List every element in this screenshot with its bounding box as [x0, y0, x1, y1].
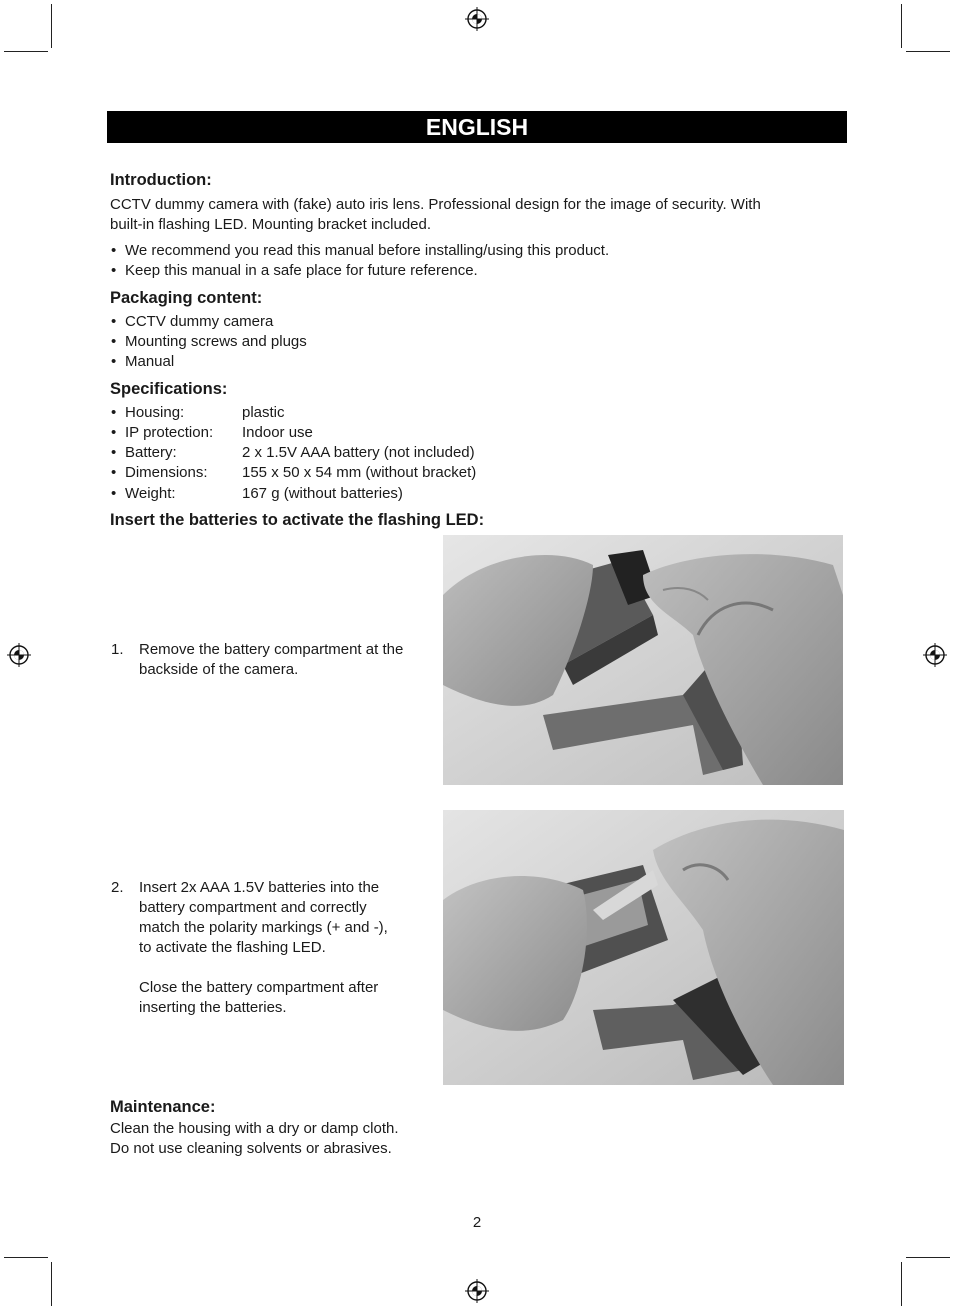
- batteries-heading: Insert the batteries to activate the flashing LED:: [110, 511, 485, 529]
- step-1: 1. Remove the battery compartment at the backside of the camera.: [111, 641, 404, 678]
- page-number: 2: [472, 1214, 482, 1231]
- packaging-heading: Packaging content:: [110, 289, 263, 307]
- crop-mark: [51, 1262, 52, 1306]
- introduction-heading: Introduction:: [110, 171, 212, 189]
- registration-mark-icon: [465, 7, 489, 31]
- maintenance-text-line: Do not use cleaning solvents or abrasives.: [110, 1140, 392, 1157]
- crop-mark: [906, 51, 950, 52]
- maintenance-heading: Maintenance:: [110, 1098, 216, 1116]
- crop-mark: [51, 4, 52, 48]
- maintenance-text-line: Clean the housing with a dry or damp cloth.: [110, 1120, 399, 1137]
- photo-remove-battery-compartment: [443, 535, 843, 785]
- registration-mark-icon: [923, 643, 947, 667]
- introduction-text-line: built-in flashing LED. Mounting bracket included.: [110, 216, 432, 233]
- language-banner: ENGLISH: [107, 111, 847, 143]
- registration-mark-icon: [465, 1279, 489, 1303]
- crop-mark: [906, 1257, 950, 1258]
- crop-mark: [901, 4, 902, 48]
- specifications-heading: Specifications:: [110, 380, 228, 398]
- crop-mark: [4, 51, 48, 52]
- step-2: 2. Insert 2x AAA 1.5V batteries into the battery compartment and correctly match the polarity markings (+ and -), to activate the flashing LED. Close the battery compartment after inserting the batteries.: [111, 879, 388, 1016]
- introduction-text-line: CCTV dummy camera with (fake) auto iris lens. Professional design for the image of security. With: [110, 196, 761, 213]
- registration-mark-icon: [7, 643, 31, 667]
- crop-mark: [4, 1257, 48, 1258]
- crop-mark: [901, 1262, 902, 1306]
- photo-insert-batteries: [443, 810, 844, 1085]
